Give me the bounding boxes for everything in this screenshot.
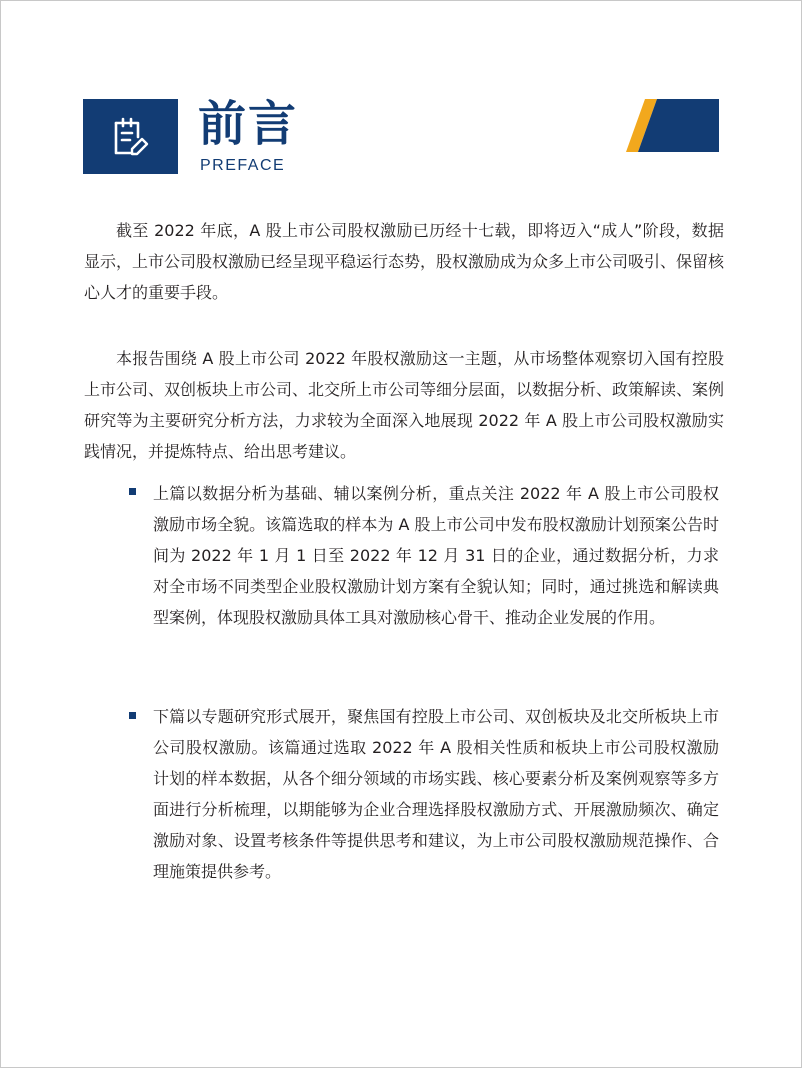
header-icon-box (83, 99, 178, 174)
bullet-item-part-one: 上篇以数据分析为基础、辅以案例分析，重点关注 2022 年 A 股上市公司股权激励市场全貌。该篇选取的样本为 A 股上市公司中发布股权激励计划预案公告时间为 2022 年 1 月 1 日至 2022 年 12 月 31 日的企业，通过数据分析，力求对全市场不同类型企业股权激励计划方案有全貌认知；同时，通过挑选和解读典型案例，体现股权激励具体工具对激励核心骨干、推动企业发展的作用。 (153, 484, 719, 627)
intro-paragraph: 截至 2022 年底，A 股上市公司股权激励已历经十七载，即将迈入“成人”阶段，数据显示，上市公司股权激励已经呈现平稳运行态势，股权激励成为众多上市公司吸引、保留核心人才的重要手段。 (84, 221, 725, 302)
bullet-marker (129, 712, 141, 724)
bullet-marker (129, 488, 141, 500)
page-subtitle: PREFACE (200, 157, 286, 174)
bullet-item-part-two: 下篇以专题研究形式展开，聚焦国有控股上市公司、双创板块及北交所板块上市公司股权激励。该篇通过选取 2022 年 A 股相关性质和板块上市公司股权激励计划的样本数据，从各个细分领域的市场实践、核心要素分析及案例观察等多方面进行分析梳理，以期能够为企业合理选择股权激励方式、开展激励频次、确定激励对象、设置考核条件等提供思考和建议，为上市公司股权激励规范操作、合理施策提供参考。 (153, 707, 719, 881)
page-title: 前言 (198, 96, 299, 152)
header-decoration (620, 99, 720, 152)
scope-paragraph: 本报告围绕 A 股上市公司 2022 年股权激励这一主题，从市场整体观察切入国有控股上市公司、双创板块上市公司、北交所上市公司等细分层面，以数据分析、政策解读、案例研究等为主要研究分析方法，力求较为全面深入地展现 2022 年 A 股上市公司股权激励实践情况，并提炼特点、给出思考建议。 (84, 349, 725, 461)
document-edit-icon (112, 117, 150, 157)
